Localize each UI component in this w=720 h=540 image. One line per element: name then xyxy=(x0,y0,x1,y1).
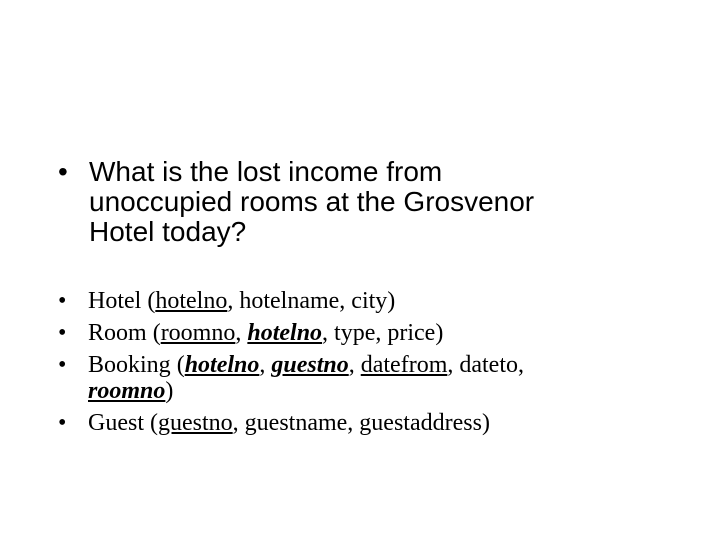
foreign-key-guestno: guestno xyxy=(271,352,349,378)
question-line-1: What is the lost income from xyxy=(89,156,443,187)
primary-key: guestno xyxy=(158,410,233,436)
separator: , xyxy=(235,320,248,346)
primary-key-datefrom: datefrom xyxy=(360,352,448,378)
paren-open: ( xyxy=(141,288,156,314)
schema-item-booking xyxy=(58,352,678,404)
relation-name: Guest xyxy=(88,410,144,436)
relation-name: Hotel xyxy=(88,288,142,314)
primary-key: roomno xyxy=(160,320,236,346)
primary-key: hotelno xyxy=(155,288,228,314)
schema-item-room xyxy=(58,320,678,346)
foreign-key-hotelno: hotelno xyxy=(184,352,260,378)
question-line-2: unoccupied rooms at the Grosvenor xyxy=(89,186,535,217)
bullet-icon: • xyxy=(58,288,67,314)
separator: , xyxy=(348,352,361,378)
foreign-key-roomno: roomno xyxy=(88,378,166,404)
paren-open: ( xyxy=(144,410,158,436)
bullet-icon: • xyxy=(58,410,67,436)
paren-close: ) xyxy=(165,378,174,404)
relation-name: Room xyxy=(88,320,147,346)
bullet-icon: • xyxy=(58,352,67,378)
bullet-icon: • xyxy=(58,320,67,346)
paren-open: ( xyxy=(170,352,185,378)
relation-name: Booking xyxy=(88,352,171,378)
paren-open: ( xyxy=(146,320,161,346)
schema-item-guest xyxy=(58,410,678,436)
separator: , xyxy=(259,352,272,378)
attributes: , dateto, xyxy=(447,352,524,378)
schema-item-hotel xyxy=(58,288,678,314)
question-item xyxy=(58,157,678,247)
schema-list xyxy=(58,288,678,436)
question-block xyxy=(58,157,678,247)
attributes: , guestname, guestaddress) xyxy=(232,410,490,436)
foreign-key: hotelno xyxy=(247,320,323,346)
attributes: , type, price) xyxy=(322,320,444,346)
bullet-icon: • xyxy=(58,156,68,187)
attributes: , hotelname, city) xyxy=(227,288,396,314)
question-line-3: Hotel today? xyxy=(89,216,247,247)
